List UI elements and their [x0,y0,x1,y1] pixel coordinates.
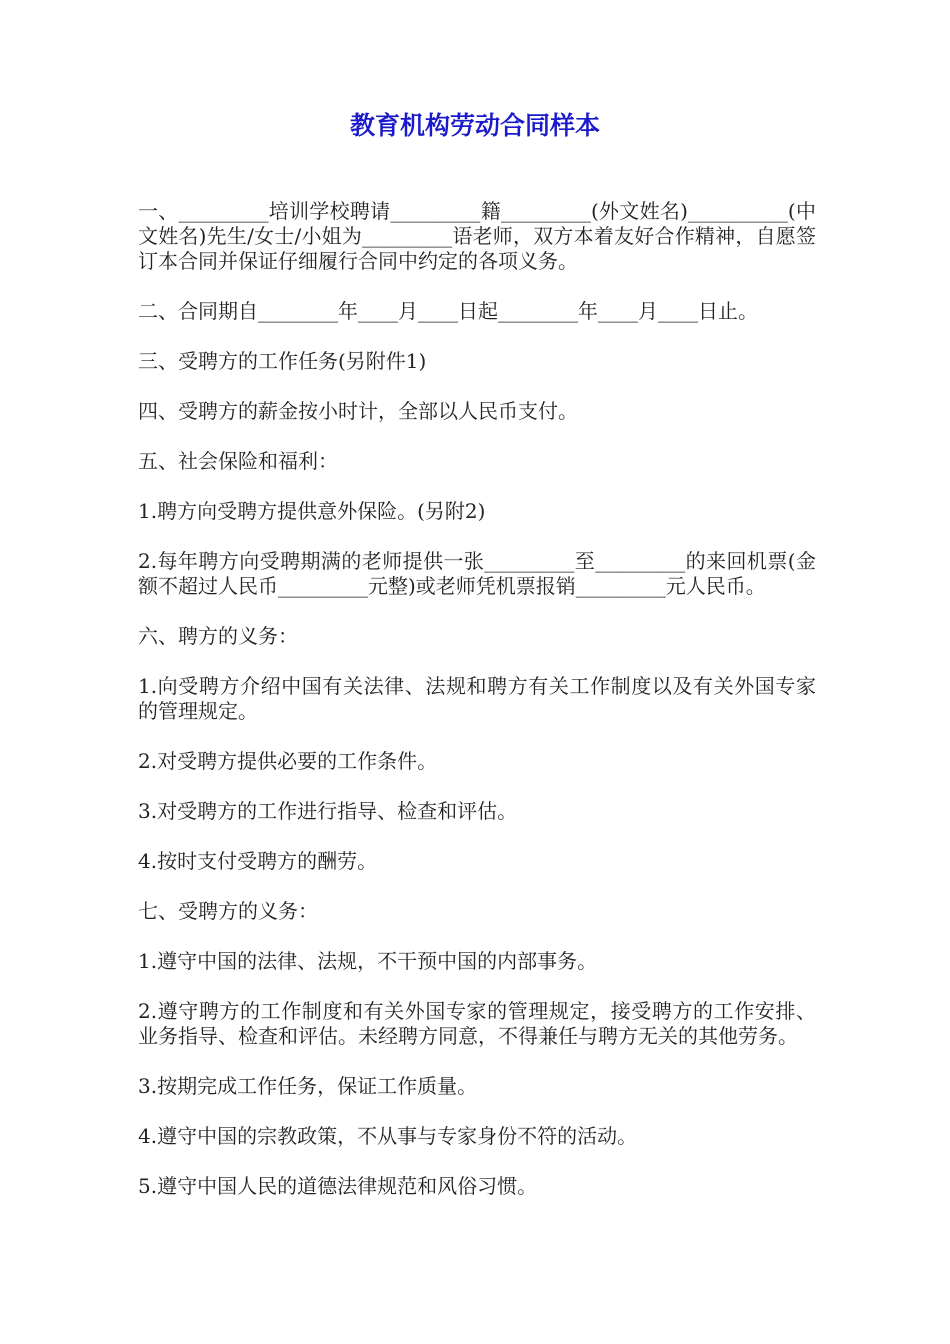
clause-1: 一、_________培训学校聘请_________籍_________(外文姓名)__________(中文姓名)先生/女士/小姐为_________语老师，双方本着友好合作精神，自愿签订本合同并保证仔细履行合同中约定的各项义务。 [138,199,816,273]
clause-7-item-1: 1.遵守中国的法律、法规，不干预中国的内部事务。 [138,949,598,973]
clause-5-heading: 五、社会保险和福利： [138,449,338,473]
clause-7-heading: 七、受聘方的义务： [138,899,318,923]
clause-4: 四、受聘方的薪金按小时计，全部以人民币支付。 [138,399,578,423]
clause-5-item-1: 1.聘方向受聘方提供意外保险。(另附2) [138,499,486,523]
clause-6-item-1: 1.向受聘方介绍中国有关法律、法规和聘方有关工作制度以及有关外国专家的管理规定。 [138,674,816,723]
clause-3: 三、受聘方的工作任务(另附件1) [138,349,427,373]
document-title: 教育机构劳动合同样本 [349,111,600,140]
clause-7-item-2: 2.遵守聘方的工作制度和有关外国专家的管理规定，接受聘方的工作安排、业务指导、检查和评估。未经聘方同意，不得兼任与聘方无关的其他劳务。 [138,999,816,1048]
document-body [138,199,816,1224]
clause-6-heading: 六、聘方的义务： [138,624,298,648]
clause-5-item-2: 2.每年聘方向受聘期满的老师提供一张_________至_________的来回机票(金额不超过人民币_________元整)或老师凭机票报销_________元人民币。 [138,549,816,598]
clause-6-item-4: 4.按时支付受聘方的酬劳。 [138,849,378,873]
clause-7-item-3: 3.按期完成工作任务，保证工作质量。 [138,1074,478,1098]
clause-7-item-4: 4.遵守中国的宗教政策，不从事与专家身份不符的活动。 [138,1124,638,1148]
clause-6-item-3: 3.对受聘方的工作进行指导、检查和评估。 [138,799,518,823]
clause-7-item-5: 5.遵守中国人民的道德法律规范和风俗习惯。 [138,1174,538,1198]
clause-6-item-2: 2.对受聘方提供必要的工作条件。 [138,749,438,773]
clause-2: 二、合同期自________年____月____日起________年____月____日止。 [138,299,758,323]
